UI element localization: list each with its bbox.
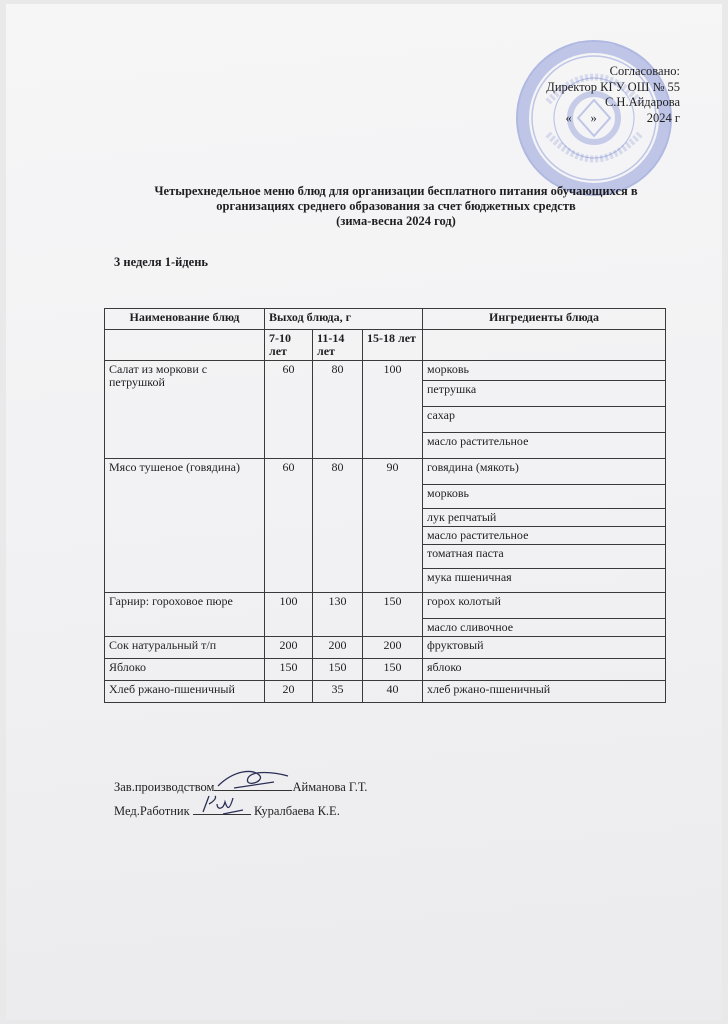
header-age-11-14: 11-14 лет — [313, 330, 363, 361]
handwritten-signature-icon — [214, 766, 292, 792]
header-empty-cell — [105, 330, 265, 361]
header-empty-cell — [423, 330, 666, 361]
document-page — [6, 4, 722, 1020]
approval-director-name: С.Н.Айдарова — [604, 95, 680, 109]
approval-date: « » 2024 г — [565, 110, 680, 125]
ingredient-cell: яблоко — [423, 659, 666, 681]
output-7-10-cell: 60 — [265, 361, 313, 459]
table-row — [105, 659, 666, 681]
approval-agreed: Согласовано: — [609, 64, 680, 78]
header-dish-name: Наименование блюд — [105, 309, 265, 330]
output-11-14-cell: 80 — [313, 459, 363, 593]
output-15-18-cell: 150 — [363, 593, 423, 637]
signature-medic — [114, 802, 340, 819]
menu-table — [104, 308, 666, 703]
table-row — [105, 459, 666, 485]
output-7-10-cell: 150 — [265, 659, 313, 681]
output-15-18-cell: 150 — [363, 659, 423, 681]
document-title — [106, 184, 686, 229]
output-11-14-cell: 35 — [313, 681, 363, 703]
title-line-1: Четырехнедельное меню блюд для организации бесплатного питания обучающихся в — [154, 184, 638, 198]
chef-label: Зав.производством — [114, 780, 215, 794]
table-row — [105, 637, 666, 659]
week-day-label: 3 неделя 1-йдень — [114, 255, 209, 269]
output-7-10-cell: 60 — [265, 459, 313, 593]
chef-signature-line — [214, 778, 292, 791]
ingredient-cell: мука пшеничная — [423, 569, 666, 593]
ingredient-cell: масло растительное — [423, 433, 666, 459]
med-name: Куралбаева К.Е. — [253, 804, 340, 818]
ingredient-cell: морковь — [423, 485, 666, 509]
dish-name-cell: Сок натуральный т/п — [105, 637, 265, 659]
ingredient-cell: фруктовый — [423, 637, 666, 659]
ingredient-cell: говядина (мякоть) — [423, 459, 666, 485]
dish-name-cell: Яблоко — [105, 659, 265, 681]
ingredient-cell: томатная паста — [423, 545, 666, 569]
ingredient-cell: масло растительное — [423, 527, 666, 545]
title-line-3: (зима-весна 2024 год) — [336, 214, 456, 228]
dish-name-cell: Хлеб ржано-пшеничный — [105, 681, 265, 703]
med-label: Мед.Работник — [114, 804, 190, 818]
ingredient-cell: горох колотый — [423, 593, 666, 619]
output-11-14-cell: 200 — [313, 637, 363, 659]
table-row — [105, 361, 666, 381]
menu-table-body — [105, 361, 666, 703]
ingredient-cell: хлеб ржано-пшеничный — [423, 681, 666, 703]
header-age-15-18: 15-18 лет — [363, 330, 423, 361]
output-15-18-cell: 40 — [363, 681, 423, 703]
output-15-18-cell: 90 — [363, 459, 423, 593]
output-7-10-cell: 20 — [265, 681, 313, 703]
output-7-10-cell: 100 — [265, 593, 313, 637]
chef-name: Айманова Г.Т. — [292, 780, 368, 794]
ingredient-cell: масло сливочное — [423, 619, 666, 637]
table-row — [105, 681, 666, 703]
output-11-14-cell: 150 — [313, 659, 363, 681]
output-15-18-cell: 100 — [363, 361, 423, 459]
handwritten-signature-icon — [193, 792, 251, 816]
output-7-10-cell: 200 — [265, 637, 313, 659]
header-output: Выход блюда, г — [265, 309, 423, 330]
header-ingredients: Ингредиенты блюда — [423, 309, 666, 330]
approval-director: Директор КГУ ОШ № 55 — [546, 79, 680, 94]
output-11-14-cell: 80 — [313, 361, 363, 459]
dish-name-cell: Мясо тушеное (говядина) — [105, 459, 265, 593]
output-15-18-cell: 200 — [363, 637, 423, 659]
med-signature-line — [193, 802, 251, 815]
dish-name-cell: Гарнир: гороховое пюре — [105, 593, 265, 637]
table-row — [105, 593, 666, 619]
ingredient-cell: морковь — [423, 361, 666, 381]
output-11-14-cell: 130 — [313, 593, 363, 637]
approval-block — [546, 64, 680, 126]
title-line-2: организациях среднего образования за счет бюджетных средств — [216, 199, 576, 213]
header-age-7-10: 7-10 лет — [265, 330, 313, 361]
ingredient-cell: сахар — [423, 407, 666, 433]
dish-name-cell: Салат из моркови с петрушкой — [105, 361, 265, 459]
ingredient-cell: лук репчатый — [423, 509, 666, 527]
ingredient-cell: петрушка — [423, 381, 666, 407]
